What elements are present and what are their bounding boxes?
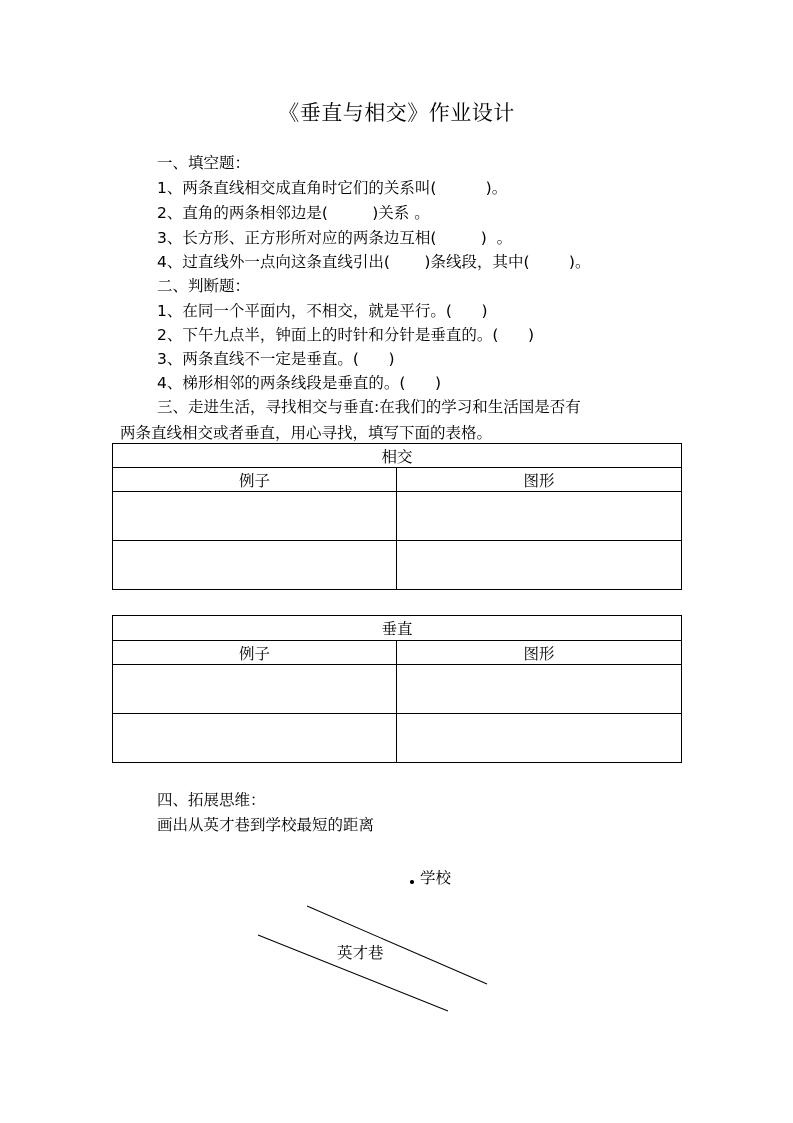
page-title: 《垂直与相交》作业设计 bbox=[278, 101, 515, 125]
fill-blank-item-3: 3、长方形、正方形所对应的两条边互相( ) 。 bbox=[157, 229, 513, 247]
section4-heading: 四、拓展思维： bbox=[157, 791, 266, 809]
perpendicular-col-figure: 图形 bbox=[397, 641, 682, 665]
fill-blank-item-1: 1、两条直线相交成直角时它们的关系叫( )。 bbox=[157, 179, 508, 197]
section2-heading: 二、判断题： bbox=[157, 277, 251, 295]
judge-item-1: 1、在同一个平面内，不相交，就是平行。( ) bbox=[157, 302, 488, 320]
judge-item-3: 3、两条直线不一定是垂直。( ) bbox=[157, 350, 395, 368]
intersect-table-title: 相交 bbox=[113, 444, 682, 468]
fill-blank-item-2: 2、直角的两条相邻边是( )关系 。 bbox=[157, 204, 430, 222]
intersect-col-figure: 图形 bbox=[397, 468, 682, 492]
street-upper-line bbox=[307, 906, 487, 984]
intersect-col-example: 例子 bbox=[113, 468, 397, 492]
fill-blank-item-4: 4、过直线外一点向这条直线引出( )条线段，其中( )。 bbox=[157, 253, 591, 271]
perpendicular-col-example: 例子 bbox=[113, 641, 397, 665]
section1-heading: 一、填空题： bbox=[157, 154, 251, 172]
school-label: 学校 bbox=[420, 869, 452, 887]
street-label: 英才巷 bbox=[337, 944, 384, 962]
judge-item-2: 2、下午九点半，钟面上的时针和分针是垂直的。( ) bbox=[157, 326, 535, 344]
judge-item-4: 4、梯形相邻的两条线段是垂直的。( ) bbox=[157, 374, 442, 392]
section3-line-1: 三、走进生活，寻找相交与垂直:在我们的学习和生活国是否有 bbox=[157, 398, 581, 416]
section4-instruction: 画出从英才巷到学校最短的距离 bbox=[157, 816, 375, 834]
perpendicular-table-title: 垂直 bbox=[113, 616, 682, 641]
section3-line-2: 两条直线相交或者垂直，用心寻找，填写下面的表格。 bbox=[120, 424, 493, 442]
